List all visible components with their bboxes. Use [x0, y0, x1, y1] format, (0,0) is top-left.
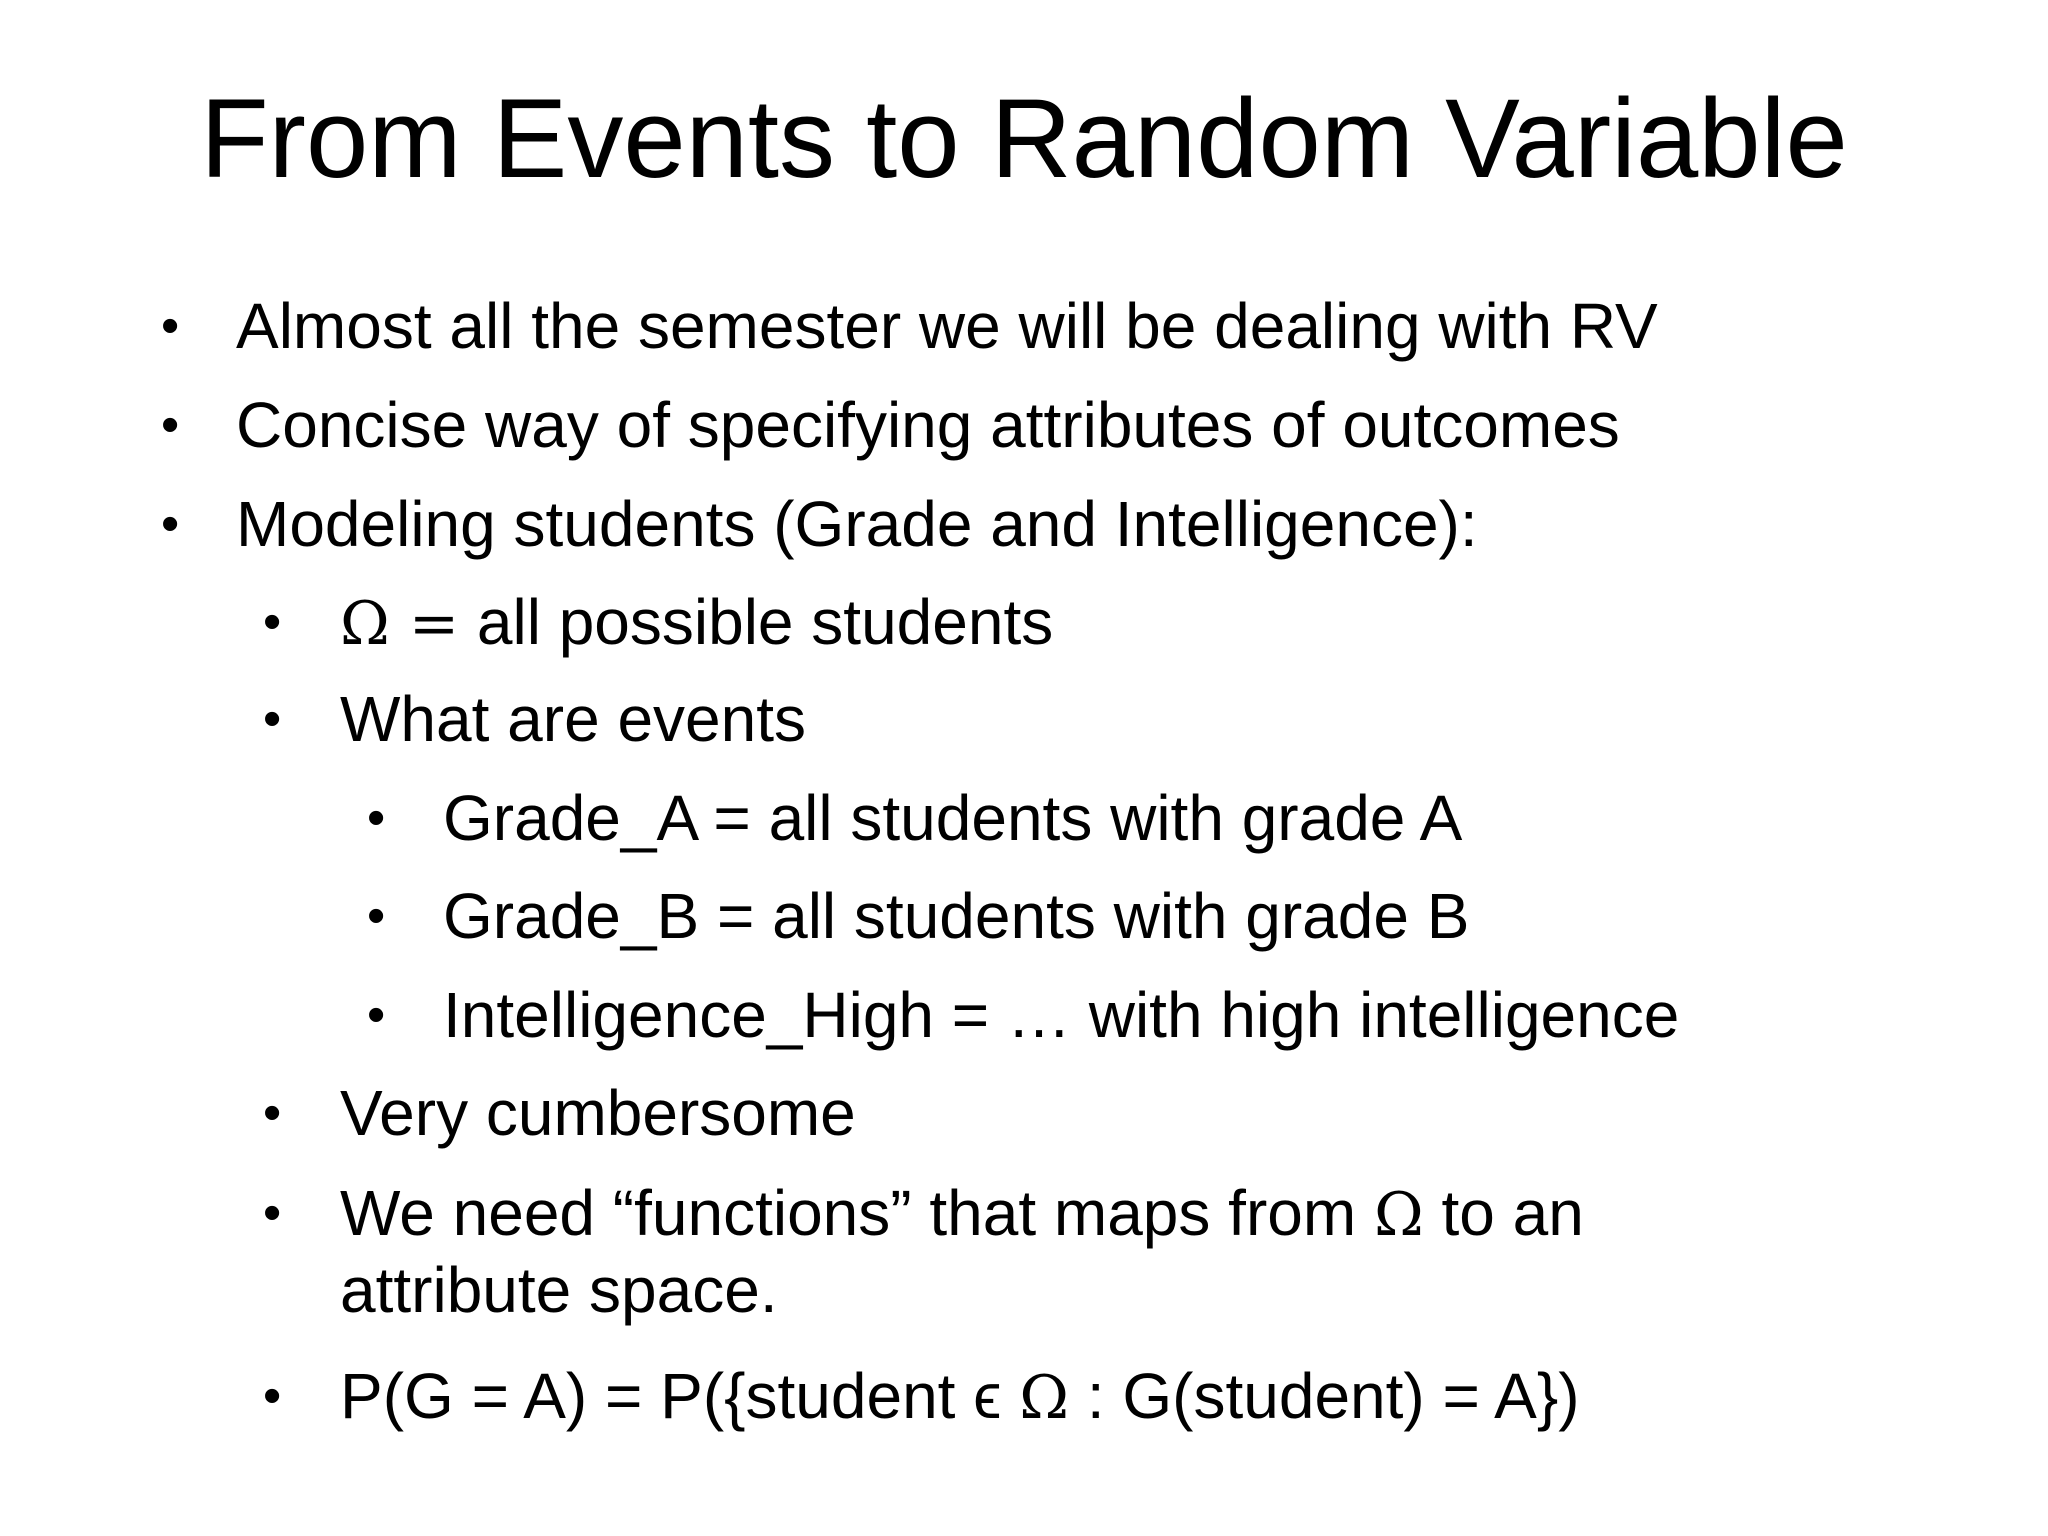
bullet-text-omega-definition — [340, 584, 1053, 662]
bullet-icon: • — [367, 789, 386, 847]
bullet-icon: • — [263, 1184, 282, 1242]
bullet-text-cumbersome: Very cumbersome — [340, 1077, 856, 1149]
bullet-text-intelligence-high: Intelligence_High = … with high intelligence — [443, 979, 1680, 1051]
bullet-icon: • — [161, 396, 180, 454]
omega-definition-text: all possible students — [459, 586, 1054, 658]
bullet-text-3: Modeling students (Grade and Intelligence): — [236, 488, 1478, 560]
bullet-text-events: What are events — [340, 683, 806, 755]
functions-text-before: We need “functions” that maps from — [340, 1177, 1374, 1249]
bullet-text-2: Concise way of specifying attributes of outcomes — [236, 389, 1620, 461]
omega-symbol: Ω — [1373, 1180, 1424, 1250]
probability-text-before: P(G = A) = P({student ϵ — [340, 1360, 1020, 1432]
bullet-text-grade-a: Grade_A = all students with grade A — [443, 782, 1463, 854]
bullet-text-functions — [340, 1175, 1584, 1253]
bullet-text-1: Almost all the semester we will be dealing with RV — [236, 290, 1658, 362]
bullet-icon: • — [161, 297, 180, 355]
slide-title: From Events to Random Variable — [200, 76, 1848, 201]
bullet-icon: • — [263, 593, 282, 651]
bullet-text-functions-continuation: attribute space. — [340, 1254, 778, 1326]
bullet-icon: • — [161, 495, 180, 553]
bullet-icon: • — [367, 887, 386, 945]
probability-text-after: : G(student) = A}) — [1069, 1360, 1580, 1432]
bullet-text-grade-b: Grade_B = all students with grade B — [443, 880, 1470, 952]
bullet-text-probability — [340, 1358, 1580, 1436]
bullet-icon: • — [263, 1084, 282, 1142]
bullet-icon: • — [263, 690, 282, 748]
omega-symbol: Ω — [1019, 1363, 1070, 1433]
functions-text-after: to an — [1423, 1177, 1584, 1249]
bullet-icon: • — [367, 986, 386, 1044]
bullet-icon: • — [263, 1367, 282, 1425]
omega-equals-symbol: Ω = — [340, 589, 460, 659]
